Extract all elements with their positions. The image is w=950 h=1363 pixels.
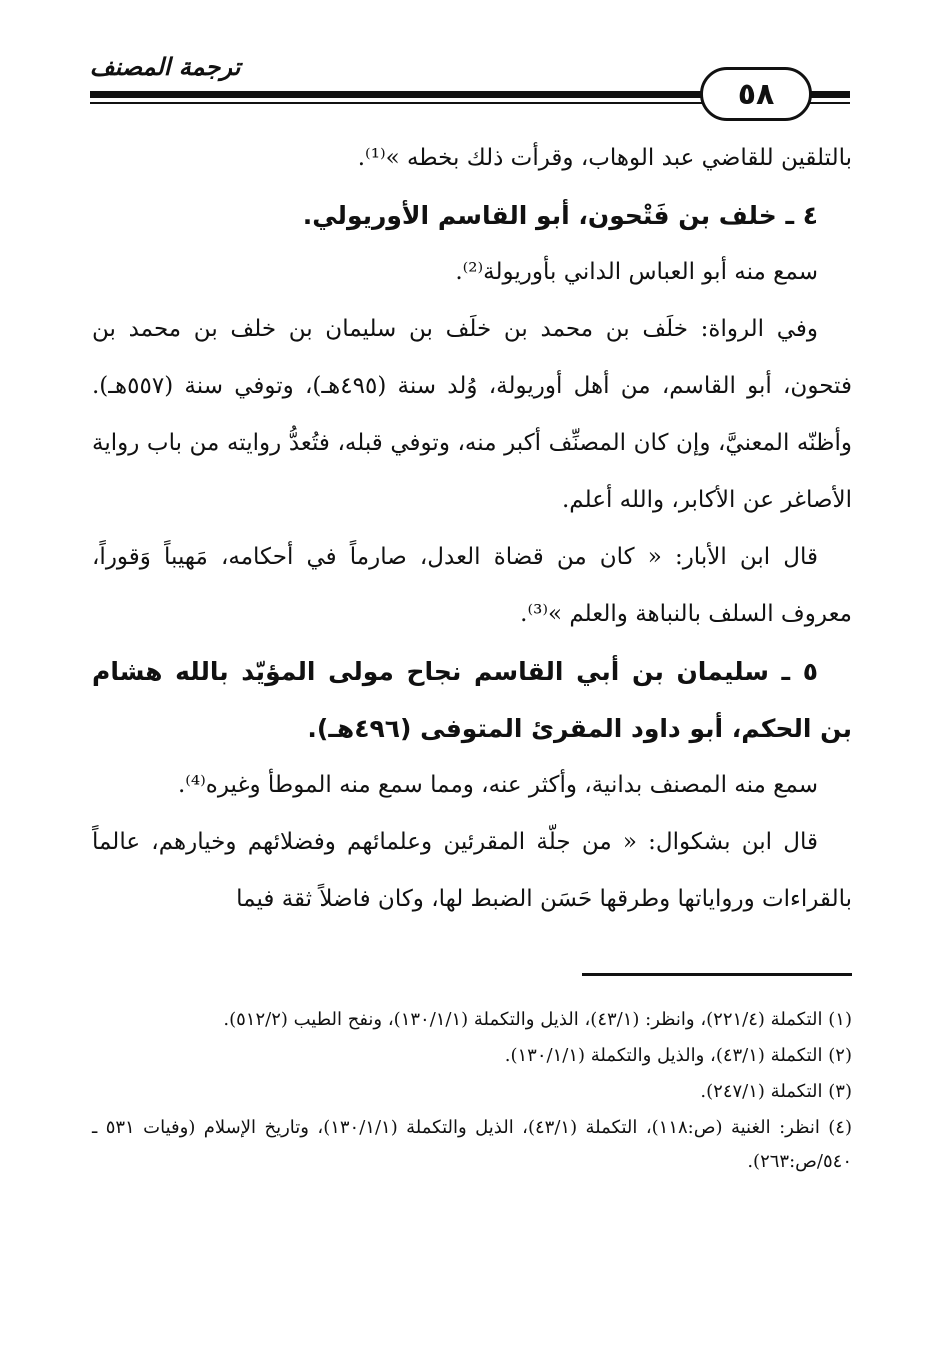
footnotes [92, 1003, 852, 1181]
entry-4-paragraph-2: وفي الرواة: خلَف بن محمد بن خلَف بن سليمان بن خلف بن محمد بن فتحون، أبو القاسم، من أهل أوريولة، وُلد سنة (٤٩٥هـ)، وتوفي سنة (٥٥٧هـ). وأظنّه المعنيَّ، وإن كان المصنِّف أكبر منه، وتوفي قبله، فتُعدُّ روايته من باب رواية الأصاغر عن الأكابر، والله أعلم. [92, 316, 852, 513]
entry-4-paragraph-1: سمع منه أبو العباس الداني بأوريولة⁽²⁾. [455, 259, 818, 285]
entry-5-paragraph-1: سمع منه المصنف بدانية، وأكثر عنه، ومما سمع منه الموطأ وغيره⁽⁴⁾. [177, 772, 818, 798]
entry-4-paragraph-3: قال ابن الأبار: « كان من قضاة العدل، صارماً في أحكامه، مَهيباً وَقوراً، معروف السلف بالنباهة والعلم »⁽³⁾. [92, 544, 852, 627]
entry-heading-4: ٤ ـ خلف بن فَتْحون، أبو القاسم الأوريولي. [302, 201, 818, 230]
footnote-3: (٣) التكملة (٢٤٧/١). [700, 1081, 852, 1102]
footnote-4: (٤) انظر: الغنية (ص:١١٨)، التكملة (٤٣/١)، الذيل والتكملة (١٣٠/١/١)، وتاريخ الإسلام (وفيات ٥٣١ ـ ٥٤٠/ص:٢٦٣). [92, 1117, 852, 1172]
main-text [92, 130, 852, 928]
footnote-2: (٢) التكملة (٤٣/١)، والذيل والتكملة (١٣٠/١/١). [504, 1045, 852, 1066]
entry-heading-5: ٥ ـ سليمان بن أبي القاسم نجاح مولى المؤيّد بالله هشام بن الحكم، أبو داود المقرئ المتوفى (٤٩٦هـ). [92, 657, 852, 743]
footnote-1: (١) التكملة (٢٢١/٤)، وانظر: (٤٣/١)، الذيل والتكملة (١٣٠/١/١)، ونفح الطيب (٥١٢/٢). [223, 1009, 852, 1030]
continued-line: بالتلقين للقاضي عبد الوهاب، وقرأت ذلك بخطه »⁽¹⁾. [357, 145, 852, 171]
running-title: ترجمة المصنف [89, 53, 241, 81]
page-number: ٥٨ [700, 67, 812, 121]
footnote-separator [582, 973, 852, 976]
entry-5-paragraph-2: قال ابن بشكوال: « من جلّة المقرئين وعلمائهم وفضلائهم وخيارهم، عالماً بالقراءات ورواياتها وطرقها حَسَن الضبط لها، وكان فاضلاً ثقة فيما [92, 829, 852, 912]
